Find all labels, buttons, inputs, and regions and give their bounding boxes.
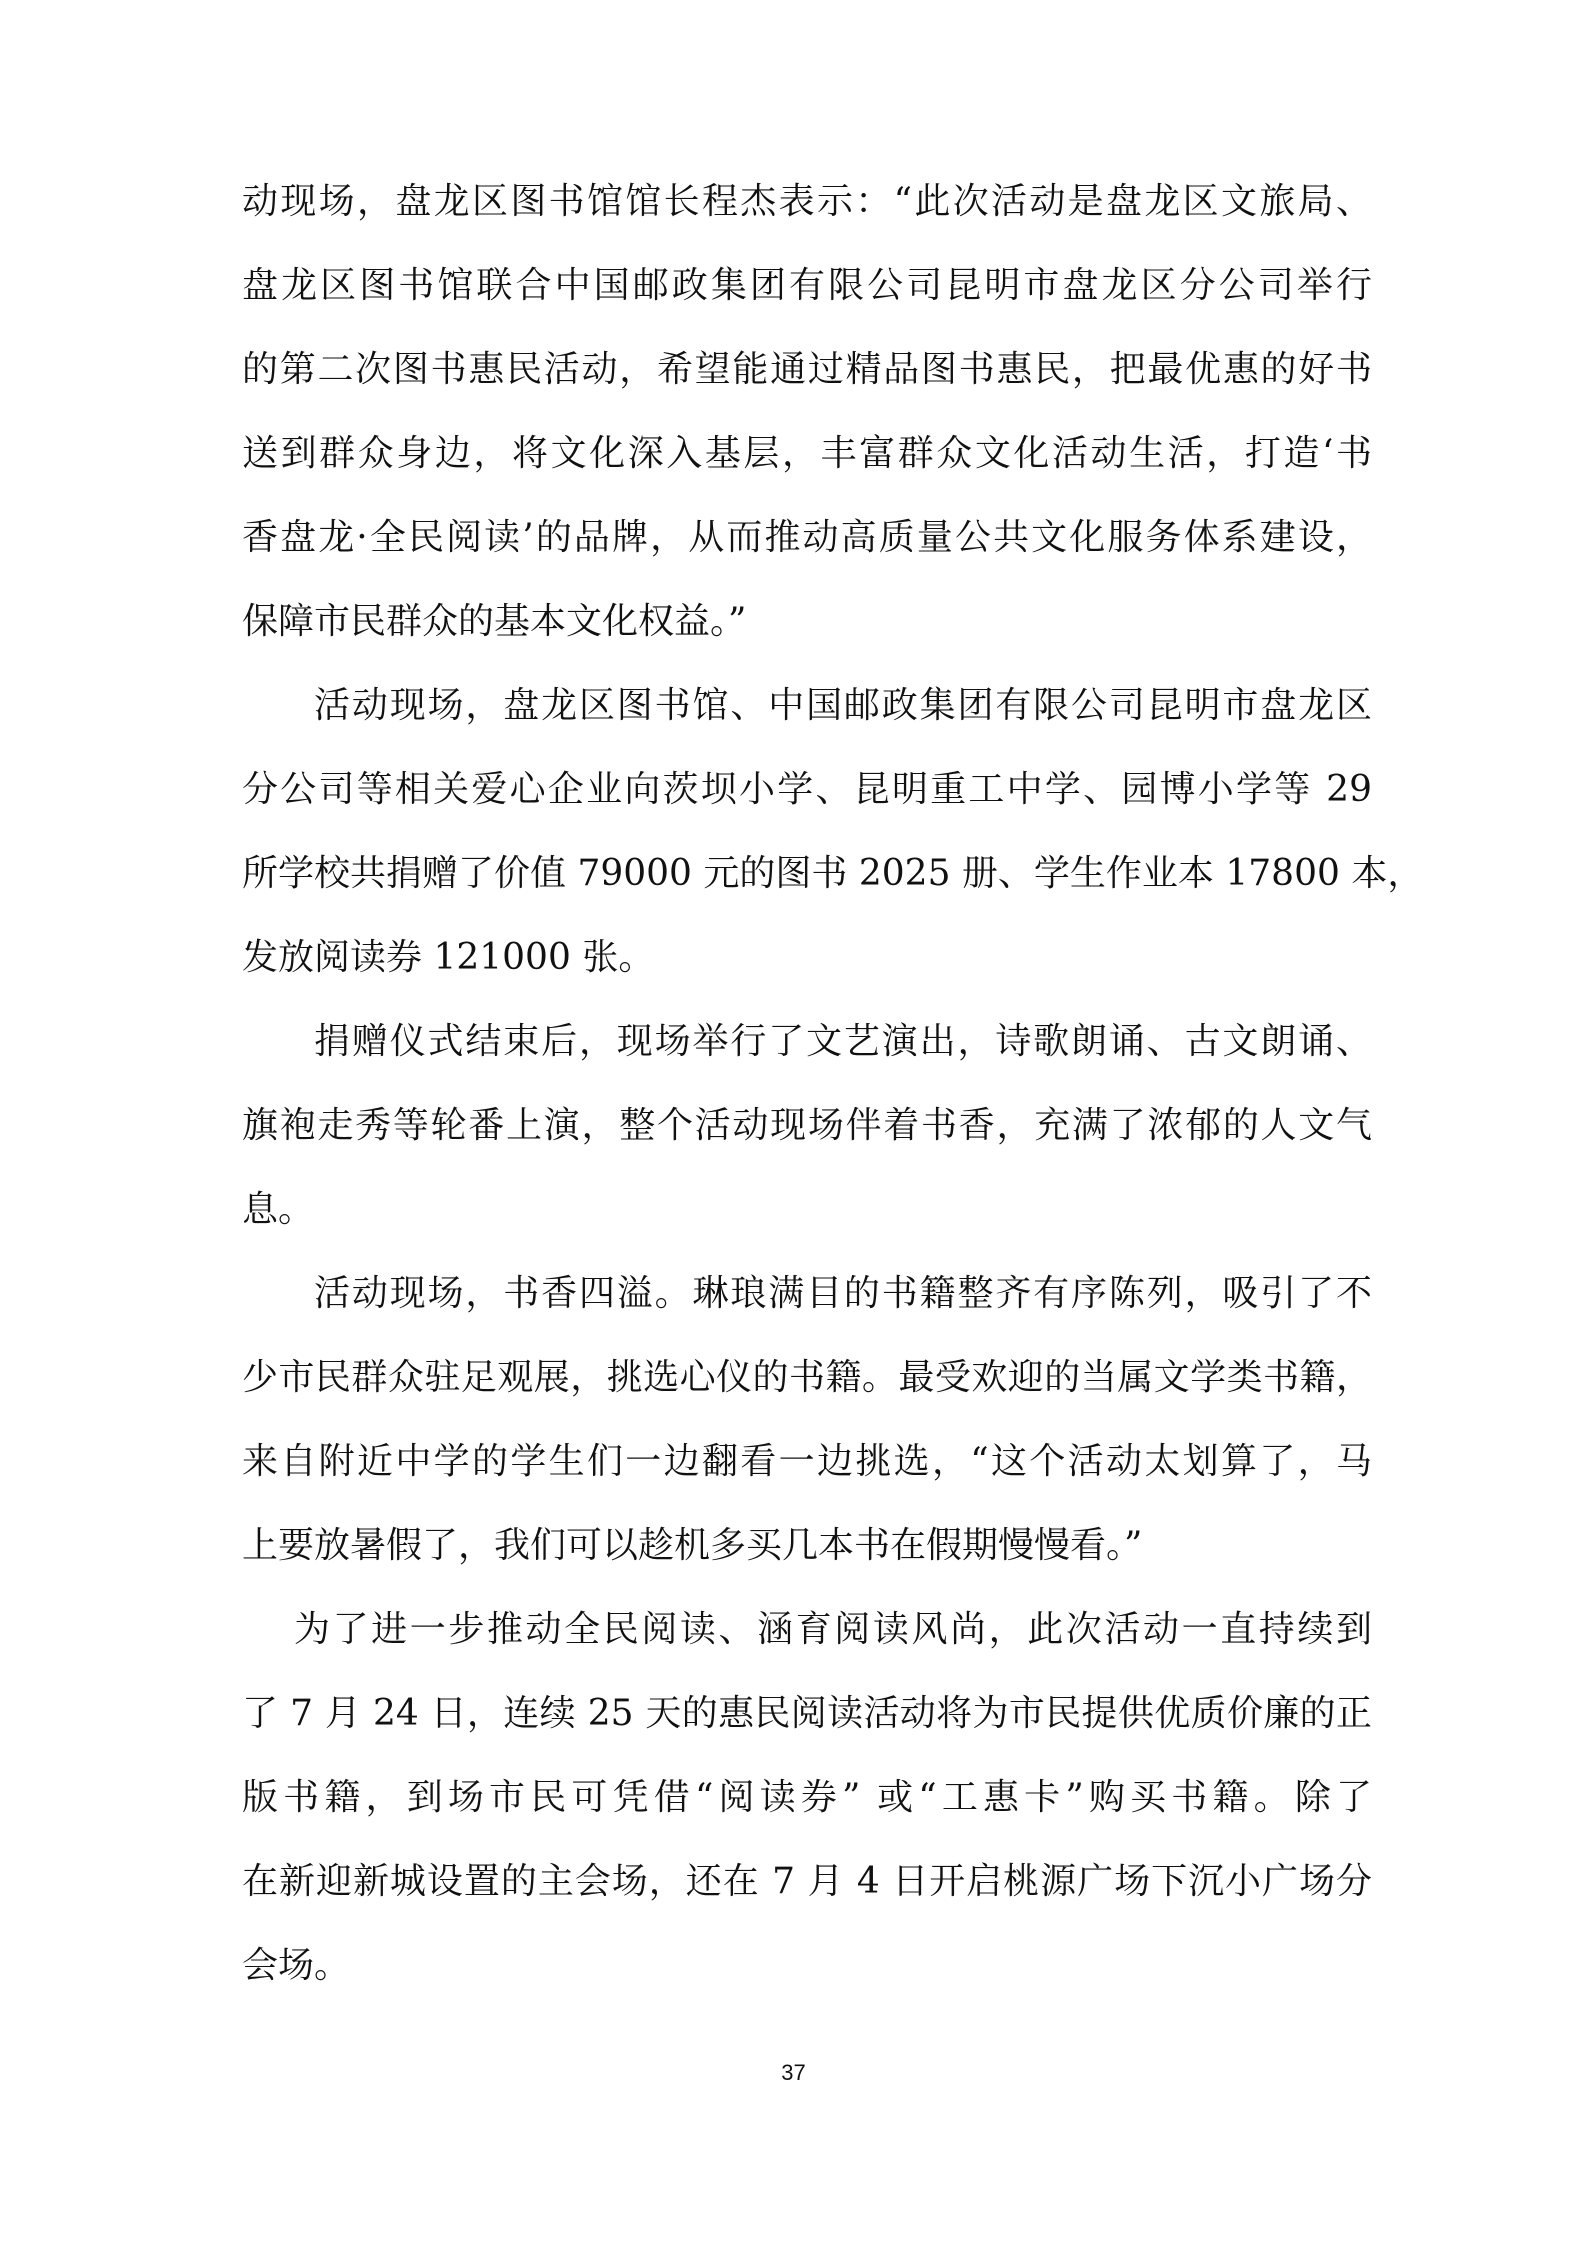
- text-line: 来自附近中学的学生们一边翻看一边挑选，“这个活动太划算了，马: [242, 1441, 1372, 1482]
- text-line: 旗袍走秀等轮番上演，整个活动现场伴着书香，充满了浓郁的人文气: [242, 1105, 1372, 1146]
- text-line: 为了进一步推动全民阅读、涵育阅读风尚，此次活动一直持续到: [294, 1609, 1372, 1650]
- text-line: 会场。: [242, 1945, 351, 1986]
- text-line: 保障市民群众的基本文化权益。”: [242, 601, 747, 642]
- text-line: 盘龙区图书馆联合中国邮政集团有限公司昆明市盘龙区分公司举行: [242, 265, 1372, 306]
- text-line: 分公司等相关爱心企业向茨坝小学、昆明重工中学、园博小学等 29: [242, 769, 1372, 810]
- text-line: 活动现场，盘龙区图书馆、中国邮政集团有限公司昆明市盘龙区: [314, 685, 1372, 726]
- text-line: 息。: [242, 1189, 315, 1230]
- paragraph-3: [242, 1000, 1372, 1252]
- text-line: 送到群众身边，将文化深入基层，丰富群众文化活动生活，打造‘书: [242, 433, 1372, 474]
- paragraph-4: [242, 1252, 1372, 1588]
- text-line: 香盘龙·全民阅读’的品牌，从而推动高质量公共文化服务体系建设，: [242, 517, 1372, 558]
- text-line: 在新迎新城设置的主会场，还在 7 月 4 日开启桃源广场下沉小广场分: [242, 1861, 1372, 1902]
- text-line: 活动现场，书香四溢。琳琅满目的书籍整齐有序陈列，吸引了不: [314, 1273, 1372, 1314]
- text-line: 上要放暑假了，我们可以趁机多买几本书在假期慢慢看。”: [242, 1525, 1143, 1566]
- text-line: 发放阅读券 121000 张。: [242, 937, 655, 978]
- text-line: 所学校共捐赠了价值 79000 元的图书 2025 册、学生作业本 17800 本，: [242, 853, 1424, 894]
- page-number: 37: [781, 2060, 806, 2085]
- document-body: [242, 160, 1424, 2008]
- paragraph-2: [242, 664, 1424, 1000]
- paragraph-1: [242, 160, 1372, 664]
- text-line: 少市民群众驻足观展，挑选心仪的书籍。最受欢迎的当属文学类书籍，: [242, 1357, 1372, 1398]
- paragraph-5: [242, 1588, 1372, 2008]
- text-line: 动现场，盘龙区图书馆馆长程杰表示：“此次活动是盘龙区文旅局、: [242, 181, 1372, 222]
- text-line: 版书籍，到场市民可凭借“阅读券” 或“工惠卡”购买书籍。除了: [242, 1777, 1372, 1818]
- text-line: 的第二次图书惠民活动，希望能通过精品图书惠民，把最优惠的好书: [242, 349, 1372, 390]
- text-line: 捐赠仪式结束后，现场举行了文艺演出，诗歌朗诵、古文朗诵、: [314, 1021, 1372, 1062]
- text-line: 了 7 月 24 日，连续 25 天的惠民阅读活动将为市民提供优质价廉的正: [242, 1693, 1372, 1734]
